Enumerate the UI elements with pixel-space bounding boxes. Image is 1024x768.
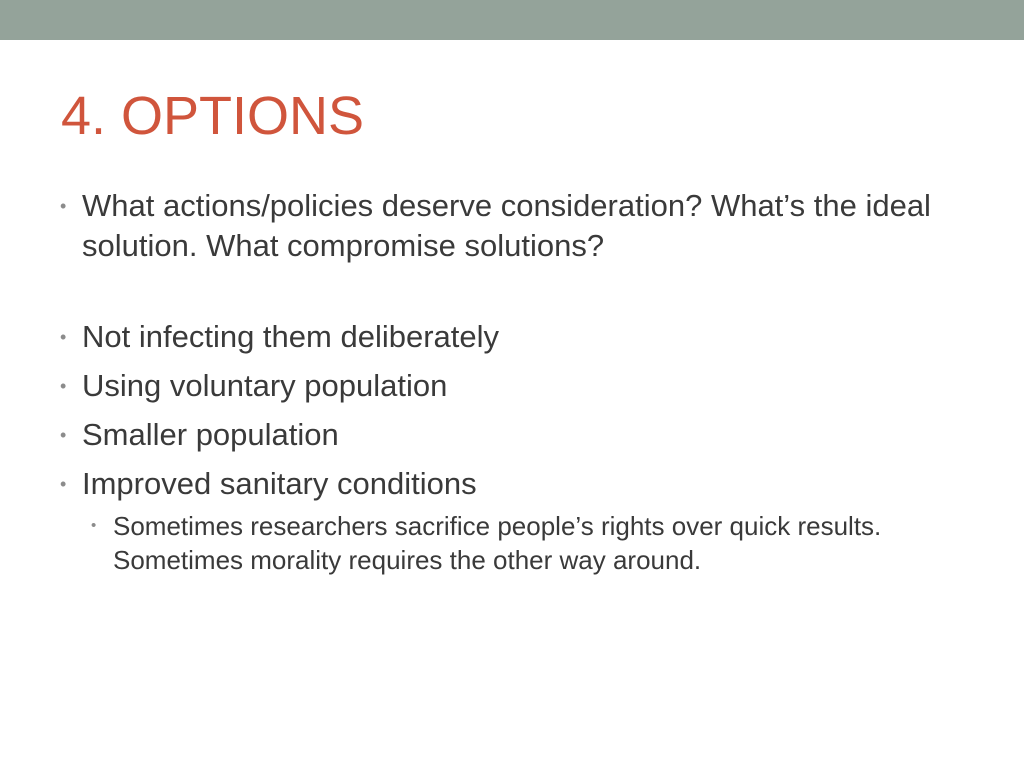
- bullet-item: [58, 415, 978, 455]
- bullet-dot-icon: •: [60, 474, 67, 494]
- bullet-item: [58, 186, 978, 266]
- bullet-text: Smaller population: [82, 417, 339, 452]
- top-accent-bar: [0, 0, 1024, 40]
- sub-bullet-dot-icon: •: [91, 517, 97, 534]
- bullet-item: [58, 464, 978, 504]
- bullet-dot-icon: •: [60, 376, 67, 396]
- slide-title: 4. OPTIONS: [61, 86, 365, 146]
- bullet-text: Not infecting them deliberately: [82, 319, 500, 354]
- bullet-item: [58, 317, 978, 357]
- bullet-dot-icon: •: [60, 327, 67, 347]
- slide-body: [58, 186, 978, 577]
- bullet-text: Improved sanitary conditions: [82, 466, 477, 501]
- bullet-text: What actions/policies deserve consideration? What’s the ideal solution. What compromise solutions?: [82, 188, 931, 263]
- sub-bullet-text: Sometimes researchers sacrifice people’s rights over quick results. Sometimes morality requires the other way around.: [113, 511, 882, 575]
- bullet-text: Using voluntary population: [82, 368, 448, 403]
- bullet-dot-icon: •: [60, 425, 67, 445]
- bullet-item: [58, 366, 978, 406]
- sub-bullet-item: [89, 509, 983, 577]
- bullet-dot-icon: •: [60, 196, 67, 216]
